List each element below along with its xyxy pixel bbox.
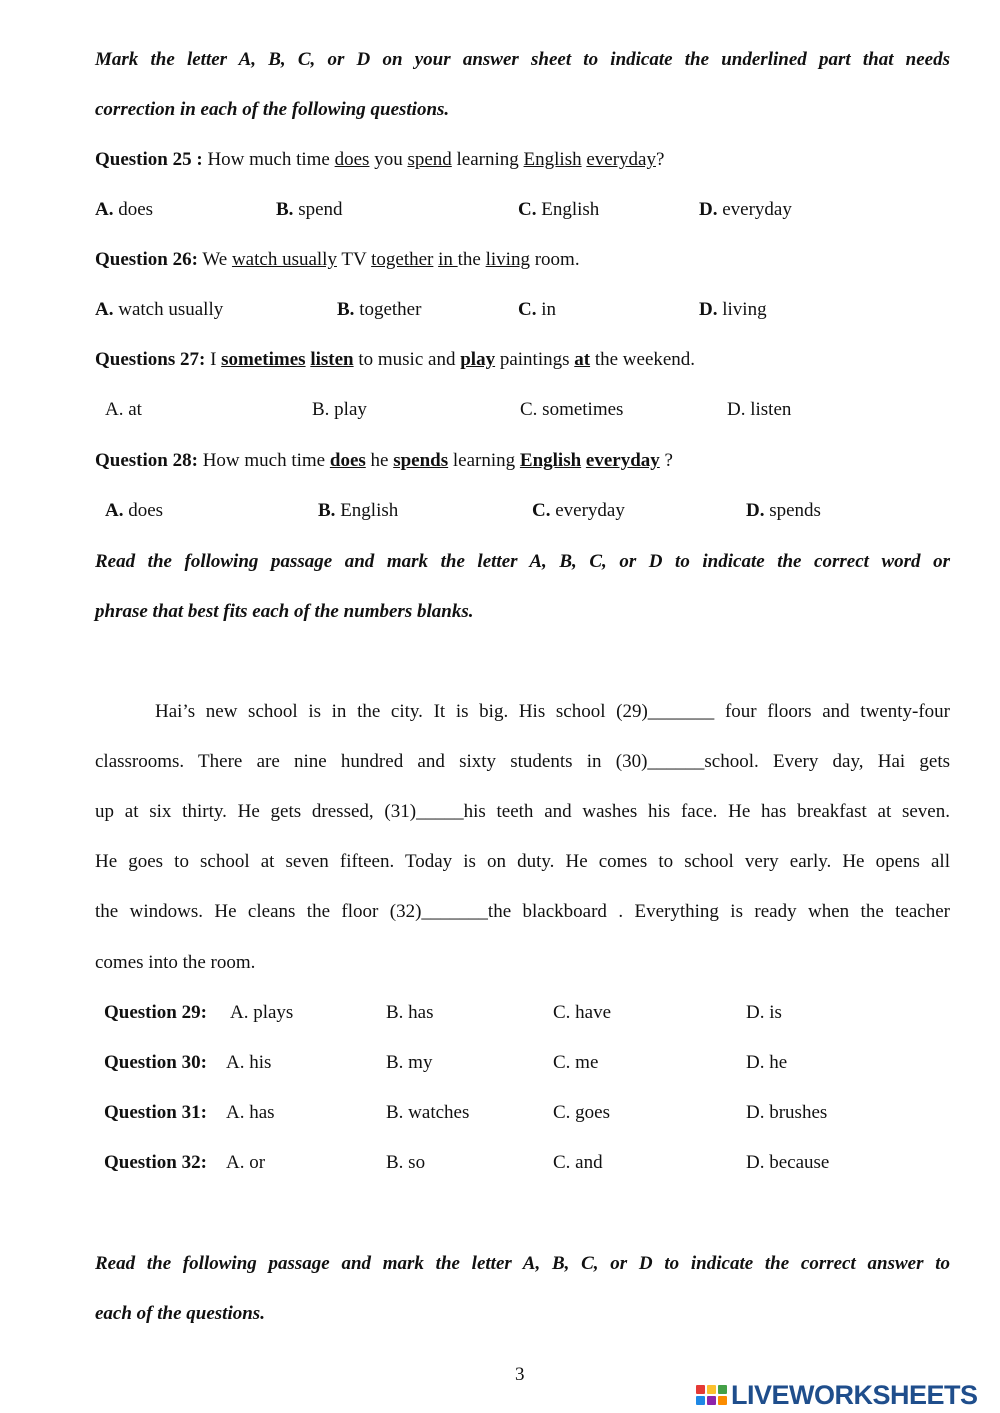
question-27 bbox=[95, 348, 695, 372]
question-26 bbox=[95, 248, 580, 272]
q30-option-a[interactable]: A. his bbox=[226, 1052, 272, 1073]
q31-option-d[interactable]: D. brushes bbox=[746, 1102, 828, 1123]
underlined-part: English bbox=[523, 149, 582, 170]
question-29-label: Question 29: bbox=[104, 1002, 207, 1023]
question-31-label: Question 31: bbox=[104, 1102, 207, 1123]
section3-instruction-line1: Read the following passage and mark the letter A, B, C, or D to indicate the correct answer to bbox=[95, 1253, 950, 1274]
q30-option-d[interactable]: D. he bbox=[746, 1052, 788, 1073]
underlined-part: spends bbox=[393, 450, 449, 471]
option-text: everyday bbox=[717, 199, 792, 220]
q29-option-a[interactable]: A. plays bbox=[230, 1002, 294, 1023]
passage-line-1: Hai’s new school is in the city. It is big. His school (29)_______ four floors and twenty-four bbox=[155, 701, 950, 722]
question-28 bbox=[95, 449, 673, 473]
q27-option-a[interactable]: A. at bbox=[105, 399, 142, 420]
q31-option-a[interactable]: A. has bbox=[226, 1102, 275, 1123]
section1-instruction-line1: Mark the letter A, B, C, or D on your answer sheet to indicate the underlined part that needs bbox=[95, 49, 950, 70]
q27-option-d[interactable]: D. listen bbox=[727, 399, 792, 420]
question-30-label: Question 30: bbox=[104, 1052, 207, 1073]
option-text: does bbox=[123, 500, 164, 521]
passage-line-3: up at six thirty. He gets dressed, (31)_____his teeth and washes his face. He has breakfast at seven. bbox=[95, 801, 950, 822]
underlined-part: does bbox=[329, 450, 366, 471]
option-letter: C. bbox=[532, 500, 551, 521]
option-letter: B. bbox=[318, 500, 336, 521]
liveworksheets-icon bbox=[696, 1385, 727, 1405]
option-text: spend bbox=[293, 199, 343, 220]
logo-square bbox=[718, 1396, 727, 1405]
underlined-part: does bbox=[334, 149, 370, 170]
option-text: spends bbox=[764, 500, 821, 521]
question-text: the bbox=[457, 249, 486, 270]
question-text: How much time bbox=[197, 450, 330, 471]
q26-option-c[interactable] bbox=[518, 298, 556, 322]
question-label: Question 25 : bbox=[95, 149, 203, 170]
q32-option-a[interactable]: A. or bbox=[226, 1152, 266, 1173]
section1-instruction-line2: correction in each of the following questions. bbox=[95, 99, 450, 120]
option-letter: B. bbox=[337, 299, 355, 320]
option-text: living bbox=[717, 299, 767, 320]
question-25 bbox=[95, 148, 664, 172]
option-letter: A. bbox=[95, 299, 114, 320]
section3-instruction-line2: each of the questions. bbox=[95, 1303, 265, 1324]
passage-line-6: comes into the room. bbox=[95, 952, 256, 973]
option-letter: B. bbox=[276, 199, 294, 220]
q25-option-d[interactable] bbox=[699, 198, 792, 222]
question-text: you bbox=[369, 149, 408, 170]
question-text: paintings bbox=[495, 349, 575, 370]
question-text: We bbox=[197, 249, 232, 270]
q28-option-a[interactable] bbox=[105, 499, 163, 523]
q32-option-b[interactable]: B. so bbox=[386, 1152, 426, 1173]
liveworksheets-brand: LIVEWORKSHEETS bbox=[731, 1379, 978, 1410]
logo-square bbox=[707, 1396, 716, 1405]
logo-square bbox=[707, 1385, 716, 1394]
q32-option-c[interactable]: C. and bbox=[553, 1152, 603, 1173]
underlined-part: together bbox=[371, 249, 434, 270]
q30-option-b[interactable]: B. my bbox=[386, 1052, 433, 1073]
question-label: Question 28: bbox=[95, 450, 198, 471]
option-text: everyday bbox=[550, 500, 625, 521]
q31-option-c[interactable]: C. goes bbox=[553, 1102, 610, 1123]
option-letter: D. bbox=[699, 199, 718, 220]
option-letter: C. bbox=[518, 199, 537, 220]
passage-line-5: the windows. He cleans the floor (32)_______the blackboard . Everything is ready when the teacher bbox=[95, 901, 950, 922]
option-text: does bbox=[113, 199, 154, 220]
option-text: English bbox=[536, 199, 600, 220]
question-text: ? bbox=[659, 450, 673, 471]
q25-option-a[interactable] bbox=[95, 198, 153, 222]
q32-option-d[interactable]: D. because bbox=[746, 1152, 830, 1173]
q30-option-c[interactable]: C. me bbox=[553, 1052, 599, 1073]
underlined-part: watch usually bbox=[231, 249, 337, 270]
option-letter: C. bbox=[518, 299, 537, 320]
q27-option-b[interactable]: B. play bbox=[312, 399, 367, 420]
q31-option-b[interactable]: B. watches bbox=[386, 1102, 470, 1123]
section2-instruction-line2: phrase that best fits each of the numbers blanks. bbox=[95, 601, 474, 622]
passage-line-4: He goes to school at seven fifteen. Today is on duty. He comes to school very early. He opens all bbox=[95, 851, 950, 872]
underlined-part: sometimes bbox=[221, 349, 306, 370]
q27-option-c[interactable]: C. sometimes bbox=[520, 399, 624, 420]
q26-option-a[interactable] bbox=[95, 298, 223, 322]
option-letter: A. bbox=[95, 199, 114, 220]
question-text: he bbox=[365, 450, 394, 471]
q29-option-d[interactable]: D. is bbox=[746, 1002, 782, 1023]
q26-option-b[interactable] bbox=[337, 298, 421, 322]
q28-option-d[interactable] bbox=[746, 499, 821, 523]
question-text: learning bbox=[448, 450, 520, 471]
q26-option-d[interactable] bbox=[699, 298, 767, 322]
section2-instruction-line1: Read the following passage and mark the letter A, B, C, or D to indicate the correct word or bbox=[95, 551, 950, 572]
q25-option-b[interactable] bbox=[276, 198, 343, 222]
option-text: together bbox=[354, 299, 422, 320]
question-text: I bbox=[205, 349, 222, 370]
question-text: room. bbox=[529, 249, 580, 270]
q28-option-b[interactable] bbox=[318, 499, 398, 523]
underlined-part: everyday bbox=[586, 149, 656, 170]
option-text: English bbox=[335, 500, 399, 521]
logo-square bbox=[696, 1396, 705, 1405]
question-text: to music and bbox=[353, 349, 461, 370]
question-text: How much time bbox=[202, 149, 335, 170]
option-letter: D. bbox=[746, 500, 765, 521]
passage-line-2: classrooms. There are nine hundred and sixty students in (30)______school. Every day, Hai gets bbox=[95, 751, 950, 772]
underlined-part: in bbox=[438, 249, 458, 270]
question-text: ? bbox=[656, 149, 665, 170]
option-text: watch usually bbox=[113, 299, 224, 320]
question-text: learning bbox=[451, 149, 524, 170]
underlined-part: listen bbox=[310, 349, 354, 370]
underlined-part: at bbox=[574, 349, 591, 370]
underlined-part: spend bbox=[407, 149, 452, 170]
underlined-part: everyday bbox=[585, 450, 660, 471]
option-text: in bbox=[536, 299, 557, 320]
logo-square bbox=[696, 1385, 705, 1394]
question-text: TV bbox=[336, 249, 372, 270]
q29-option-b[interactable]: B. has bbox=[386, 1002, 434, 1023]
question-label: Questions 27: bbox=[95, 349, 206, 370]
logo-square bbox=[718, 1385, 727, 1394]
question-32-label: Question 32: bbox=[104, 1152, 207, 1173]
option-letter: D. bbox=[699, 299, 718, 320]
underlined-part: English bbox=[519, 450, 582, 471]
liveworksheets-logo bbox=[696, 1380, 978, 1410]
question-text: the weekend. bbox=[590, 349, 696, 370]
q29-option-c[interactable]: C. have bbox=[553, 1002, 612, 1023]
q25-option-c[interactable] bbox=[518, 198, 599, 222]
question-label: Question 26: bbox=[95, 249, 198, 270]
option-letter: A. bbox=[105, 500, 124, 521]
q28-option-c[interactable] bbox=[532, 499, 625, 523]
underlined-part: play bbox=[460, 349, 496, 370]
underlined-part: living bbox=[485, 249, 530, 270]
page-number: 3 bbox=[515, 1364, 525, 1385]
